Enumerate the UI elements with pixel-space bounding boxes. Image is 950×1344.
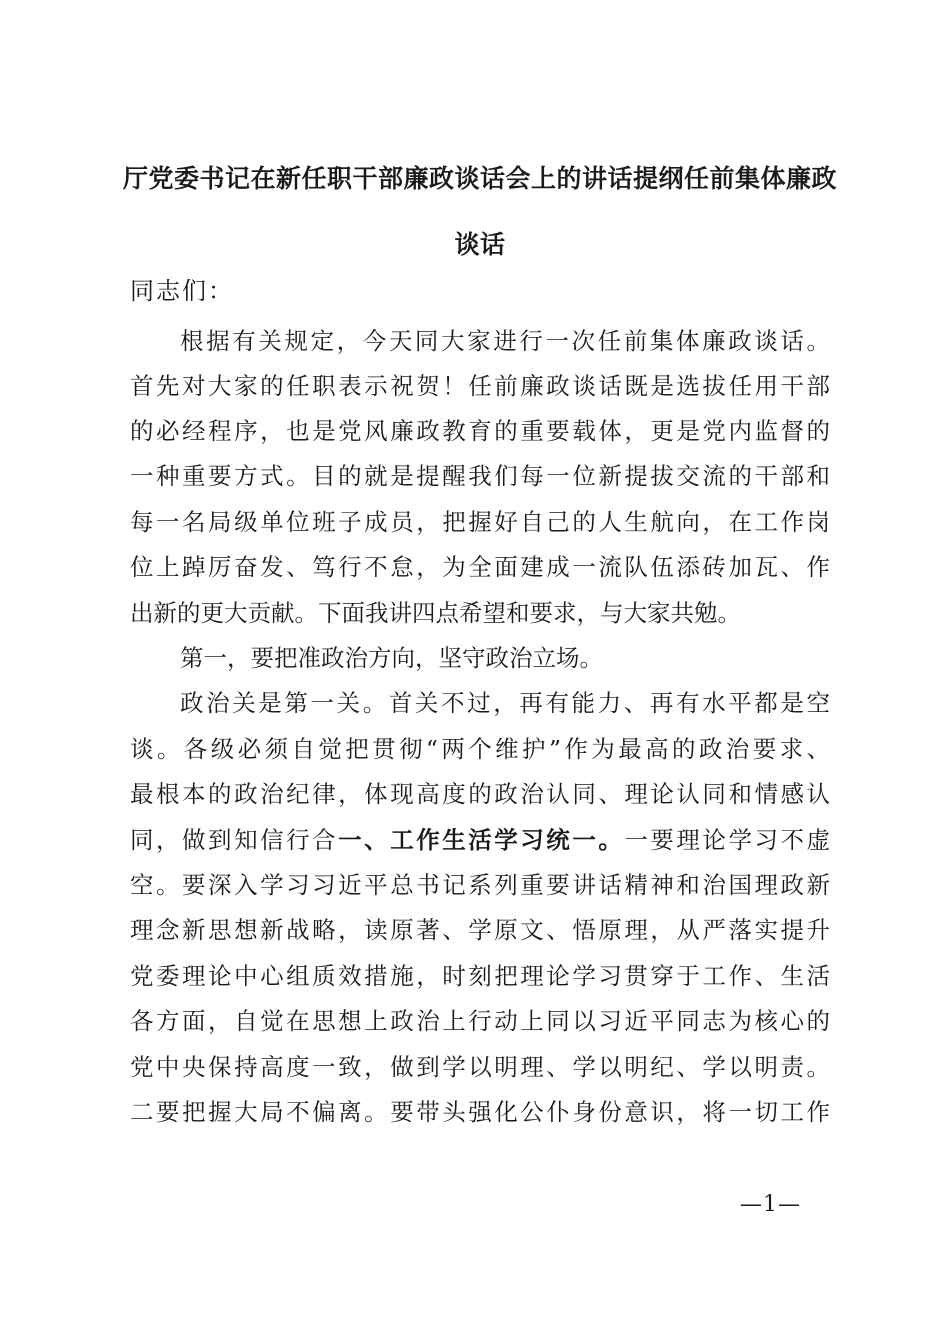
- body-line-16: 各方面，自觉在思想上政治上行动上同以习近平同志为核心的: [130, 1007, 830, 1035]
- body-line-7: 出新的更大贡献。下面我讲四点希望和要求，与大家共勉。: [130, 599, 741, 627]
- body-line-2: 首先对大家的任职表示祝贺！任前廉政谈话既是选拔任用干部: [130, 372, 830, 400]
- body-line-5: 每一名局级单位班子成员，把握好自己的人生航向，在工作岗: [130, 508, 830, 536]
- bold-heading-inline: 一、工作生活学习统一。: [338, 826, 625, 854]
- body-line-17: 党中央保持高度一致，做到学以明理、学以明纪、学以明责。: [130, 1053, 830, 1081]
- body-line-6: 位上踔厉奋发、笃行不怠，为全面建成一流队伍添砖加瓦、作: [130, 553, 830, 581]
- body-line-18: 二要把握大局不偏离。要带头强化公仆身份意识，将一切工作: [130, 1098, 830, 1126]
- body-line-9: 政治关是第一关。首关不过，再有能力、再有水平都是空: [180, 689, 830, 717]
- section-heading-1: 第一，要把准政治方向，坚守政治立场。: [180, 644, 603, 672]
- body-line-13: 空。要深入学习习近平总书记系列重要讲话精神和治国理政新: [130, 871, 830, 899]
- body-line-4: 一种重要方式。目的就是提醒我们每一位新提拔交流的干部和: [130, 462, 830, 490]
- document-title-line-1: 厅党委书记在新任职干部廉政谈话会上的讲话提纲任前集体廉政: [122, 164, 837, 193]
- body-line-3: 的必经程序，也是党风廉政教育的重要载体，更是党内监督的: [130, 417, 830, 445]
- body-line-11: 最根本的政治纪律，体现高度的政治认同、理论认同和情感认: [130, 780, 830, 808]
- body-line-12-end: 一要理论学习不虚: [624, 826, 831, 854]
- body-line-15: 党委理论中心组质效措施，时刻把理论学习贯穿于工作、生活: [130, 962, 830, 990]
- body-line-10: 谈。各级必须自觉把贯彻“两个维护”作为最高的政治要求、: [130, 735, 830, 763]
- body-line-14: 理念新思想新战略，读原著、学原文、悟原理，从严落实提升: [130, 916, 830, 944]
- salutation: 同志们：: [130, 277, 234, 305]
- page-number: —1—: [740, 1192, 801, 1217]
- document-title-line-2: 谈话: [454, 230, 506, 259]
- body-line-12: [130, 825, 830, 855]
- body-line-12-start: 同，做到知信行合: [130, 826, 339, 854]
- body-line-1: 根据有关规定，今天同大家进行一次任前集体廉政谈话。: [180, 327, 830, 355]
